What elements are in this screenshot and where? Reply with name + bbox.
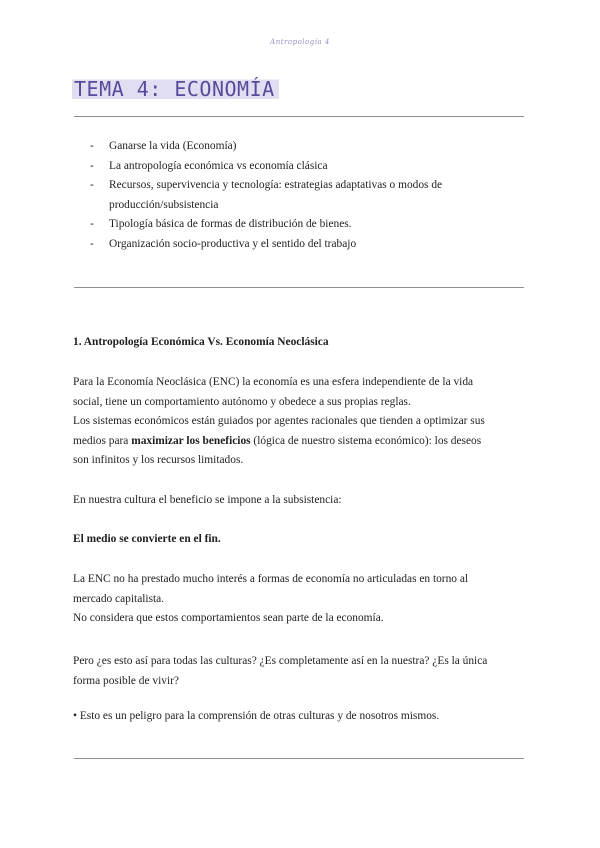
- bold-phrase: maximizar los beneficios: [131, 434, 251, 447]
- paragraph-line: Pero ¿es esto así para todas las culturas? ¿Es completamente así en la nuestra? ¿Es la única: [73, 655, 488, 667]
- paragraph-line: social, tiene un comportamiento autónomo y obedece a sus propias reglas.: [73, 395, 411, 408]
- topics-list: [90, 137, 510, 255]
- text-run: (lógica de nuestro sistema económico): los deseos: [250, 434, 482, 447]
- list-item: [90, 215, 510, 235]
- list-item-text: producción/subsistencia: [109, 198, 219, 211]
- list-item-continuation: [90, 196, 510, 216]
- list-item: [90, 176, 510, 196]
- list-item-text: Organización socio-productiva y el sentido del trabajo: [109, 237, 357, 250]
- paragraph-line: Los sistemas económicos están guiados por agentes racionales que tienden a optimizar sus: [73, 415, 485, 428]
- paragraph-line: La ENC no ha prestado mucho interés a formas de economía no articuladas en torno al: [73, 573, 469, 585]
- list-item-text: Tipología básica de formas de distribución de bienes.: [109, 218, 352, 231]
- page-title: TEMA 4: ECONOMÍA: [72, 72, 279, 106]
- paragraph-line: Para la Economía Neoclásica (ENC) la economía es una esfera independiente de la vida: [73, 376, 474, 388]
- paragraph-questions: [73, 652, 528, 691]
- paragraph-enc-interest: [73, 570, 528, 629]
- paragraph-line: mercado capitalista.: [73, 592, 165, 605]
- divider-top: [74, 116, 524, 117]
- list-item: [90, 235, 510, 255]
- list-item: [90, 157, 510, 177]
- paragraph-line: [73, 432, 528, 452]
- section-heading: 1. Antropología Económica Vs. Economía Neoclásica: [73, 336, 329, 348]
- list-bullet: -: [90, 179, 94, 192]
- list-item-text: Ganarse la vida (Economía): [109, 140, 237, 152]
- paragraph-danger: • Esto es un peligro para la comprensión de otras culturas y de nosotros mismos.: [73, 710, 440, 722]
- divider-middle: [74, 287, 524, 288]
- list-bullet: -: [90, 218, 94, 231]
- list-bullet: -: [90, 237, 94, 250]
- paragraph-culture: En nuestra cultura el beneficio se impone a la subsistencia:: [73, 494, 342, 506]
- list-bullet: -: [90, 159, 94, 172]
- text-run: medios para: [73, 434, 132, 447]
- paragraph-enc-definition: [73, 373, 528, 471]
- running-header: Antropología 4: [270, 38, 330, 46]
- paragraph-line: son infinitos y los recursos limitados.: [73, 454, 244, 467]
- paragraph-line: No considera que estos comportamientos sean parte de la economía.: [73, 612, 384, 625]
- list-item-text: La antropología económica vs economía clásica: [109, 159, 328, 172]
- list-item: [90, 137, 510, 157]
- paragraph-line: forma posible de vivir?: [73, 674, 179, 687]
- divider-bottom: [74, 758, 524, 759]
- list-item-text: Recursos, supervivencia y tecnología: estrategias adaptativas o modos de: [109, 179, 443, 192]
- emphasis-statement: El medio se convierte en el fin.: [73, 533, 221, 545]
- list-bullet: -: [90, 140, 94, 152]
